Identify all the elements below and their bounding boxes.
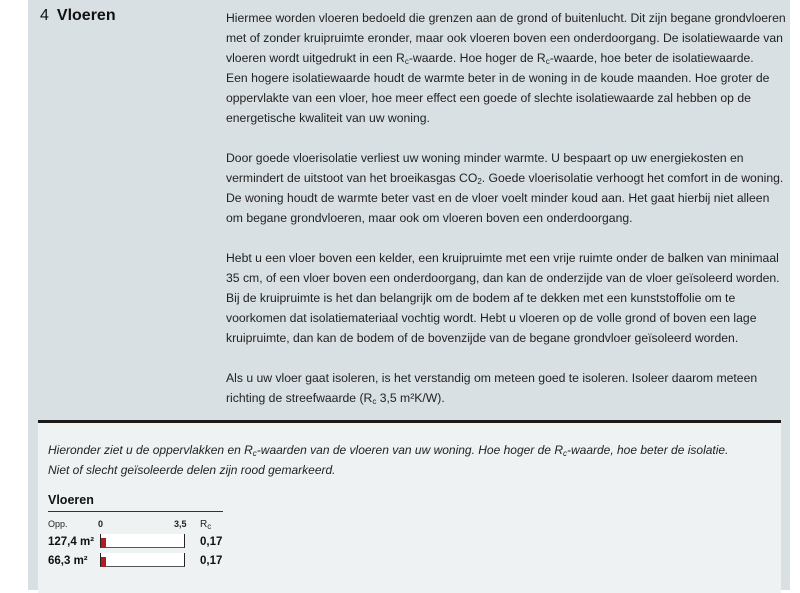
floor-rc-value: 0,17 (200, 555, 223, 567)
floor-row (48, 533, 223, 552)
floors-header-row (48, 517, 223, 533)
scale-max-label: 3,5 (174, 519, 187, 529)
intro-sub-2: c (562, 449, 567, 458)
section-label: Vloeren (56, 7, 116, 24)
intro-text-a: Hieronder ziet u de oppervlakken en R (48, 443, 253, 457)
rc-bar-fill (101, 557, 106, 567)
info-box (38, 420, 781, 593)
p1-text-a: Hiermee worden vloeren bedoeld die grenzen aan de grond of buitenlucht. Dit zijn begane grondvloeren met of zonder kruipruimte eronder, maar ook vloeren boven een onderdoorgang. De isolatiewaarde van vloeren wordt uitgedrukt in een R (226, 11, 786, 65)
p1-sub-2: c (545, 57, 550, 66)
p2-text-a: Door goede vloerisolatie verliest uw woning minder warmte. U bespaart op uw energiekosten en vermindert de uitstoot van het broeikasgas CO (226, 151, 744, 185)
info-intro (48, 440, 728, 480)
floor-rc-value: 0,17 (200, 536, 223, 548)
p1-text-d: Een hogere isolatiewaarde houdt de warmte beter in de woning in de koude maanden. Hoe groter de oppervlakte van een vloer, hoe meer effect een goede of slechte isolatiewaarde zal hebben op de energetische kwaliteit van uw woning. (226, 71, 770, 125)
floor-area: 66,3 m² (48, 555, 88, 567)
rc-header-text: R (200, 519, 208, 530)
section-title (40, 7, 116, 25)
paragraph-3: Hebt u een vloer boven een kelder, een kruipruimte met een vrije ruimte onder de balken van minimaal 35 cm, of een vloer boven een onderdoorgang, dan kan de onderzijde van de vloer geïsoleerd worden. Bij de kruipruimte is het dan belangrijk om de bodem af te dekken met een kunststoffolie om te voorkomen dat isolatiemateriaal vochtig wordt. Hebt u vloeren op de volle grond of boven een lage kruipruimte, dan kan de bodem of de bovenzijde van de begane grondvloer geïsoleerd worden. (226, 251, 780, 345)
section-panel (28, 0, 790, 590)
floors-table (48, 493, 223, 571)
p2-text-b: . Goede vloerisolatie verhoogt het comfort in de woning. De woning houdt de warmte beter vast en de vloer voelt minder koud aan. Het gaat hierbij niet alleen om begane grondvloeren, maar ook om vloeren boven een onderdoorgang. (226, 171, 784, 225)
floor-row (48, 552, 223, 571)
scale-min-label: 0 (98, 519, 104, 529)
rc-column-header (200, 519, 211, 530)
rc-bar-fill (101, 538, 106, 548)
area-column-header: Opp. (48, 519, 68, 529)
p2-sub: 2 (477, 177, 482, 186)
intro-text-b: -waarden van de vloeren van uw woning. Hoe hoger de R (256, 443, 563, 457)
paragraph-2 (226, 148, 786, 228)
floor-area: 127,4 m² (48, 536, 95, 548)
p4-text-b: 3,5 m²K/W). (376, 391, 445, 405)
intro-sub-1: c (252, 449, 257, 458)
rc-bar (100, 553, 185, 567)
rc-header-sub: c (207, 522, 212, 531)
p4-text-a: Als u uw vloer gaat isoleren, is het verstandig om meteen goed te isoleren. Isoleer daarom meteen richting de streefwaarde (R (226, 371, 758, 405)
floors-title: Vloeren (48, 493, 223, 512)
intro-text-c: -waarde, hoe beter de isolatie. (566, 443, 729, 457)
paragraph-1 (226, 8, 786, 128)
rc-bar (100, 534, 185, 548)
p4-sub: c (372, 397, 377, 406)
p1-text-c: -waarde, hoe beter de isolatiewaarde. (549, 51, 754, 65)
p1-sub-1: c (404, 57, 409, 66)
section-number: 4 (40, 7, 49, 24)
p1-text-b: -waarde. Hoe hoger de R (408, 51, 546, 65)
intro-line-2: Niet of slecht geïsoleerde delen zijn rood gemarkeerd. (48, 463, 336, 477)
section-body (226, 8, 786, 408)
paragraph-4 (226, 368, 786, 408)
